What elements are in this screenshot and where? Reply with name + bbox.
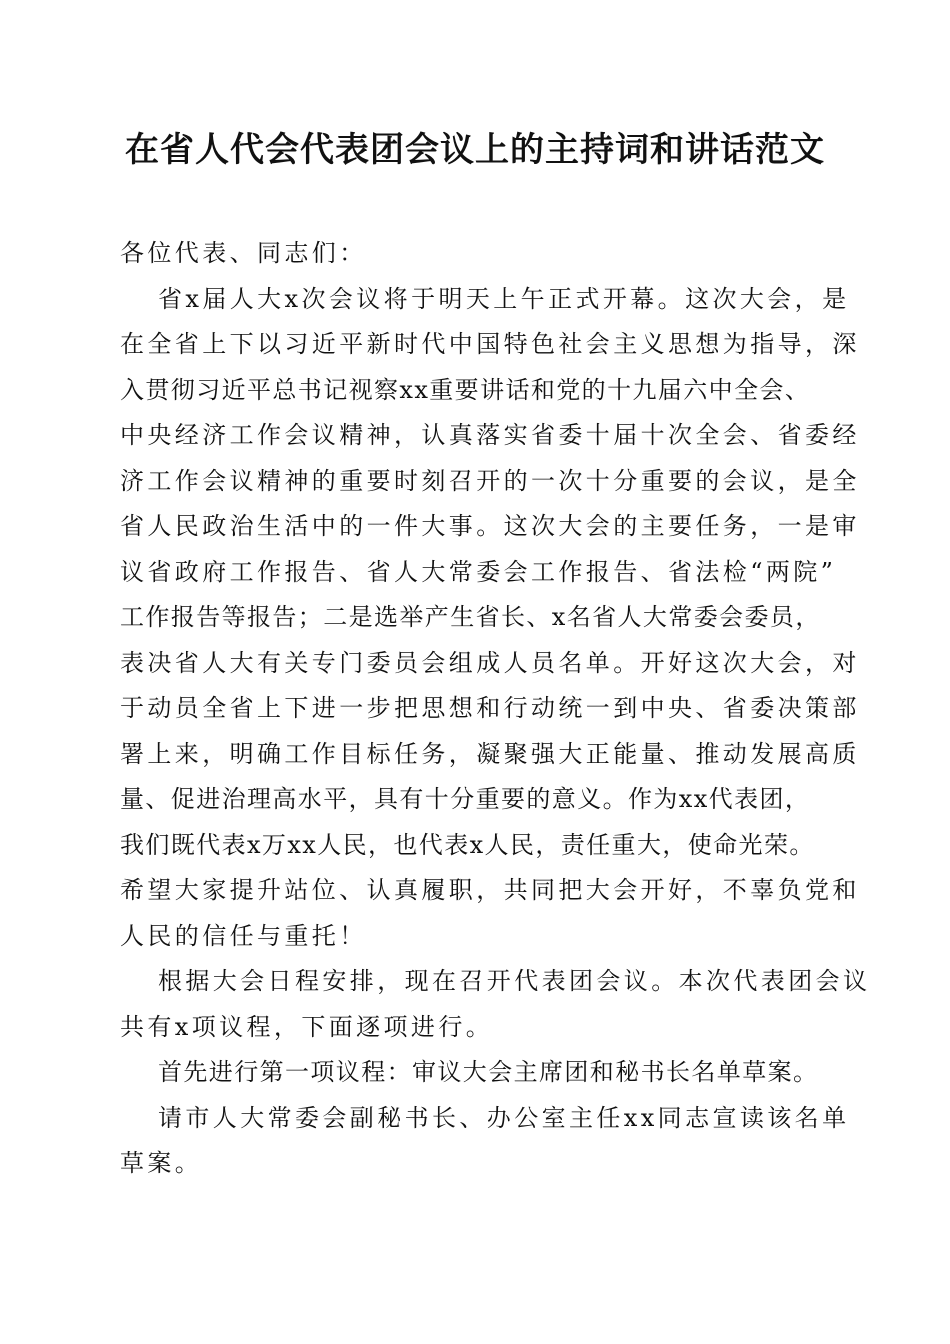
paragraph-line: 中央经济工作会议精神，认真落实省委十届十次全会、省委经 (120, 421, 860, 449)
document-title: 在省人代会代表团会议上的主持词和讲话范文 (125, 130, 825, 170)
paragraph-line: 人民的信任与重托！ (120, 921, 367, 950)
paragraph-line: 入贯彻习近平总书记视察xx重要讲话和党的十九届六中全会、 (120, 375, 811, 404)
paragraph-line: 表决省人大有关专门委员会组成人员名单。开好这次大会，对 (120, 648, 860, 677)
paragraph-line: 共有x项议程，下面逐项进行。 (120, 1012, 494, 1041)
paragraph-line: 省人民政治生活中的一件大事。这次大会的主要任务，一是审 (120, 512, 860, 540)
paragraph-first-item (120, 1050, 840, 1096)
paragraph-reading-request (120, 1096, 850, 1187)
paragraph-line: 在全省上下以习近平新时代中国特色社会主义思想为指导，深 (120, 330, 860, 358)
paragraph-line: 量、促进治理高水平，具有十分重要的意义。作为xx代表团， (120, 785, 811, 813)
paragraph-line: 省x届人大x次会议将于明天上午正式开幕。这次大会，是 (158, 284, 850, 313)
paragraph-line: 济工作会议精神的重要时刻召开的一次十分重要的会议，是全 (120, 466, 860, 495)
paragraph-line: 草案。 (120, 1149, 203, 1177)
paragraph-line: 首先进行第一项议程：审议大会主席团和秘书长名单草案。 (158, 1058, 819, 1086)
paragraph-line: 于动员全省上下进一步把思想和行动统一到中央、省委决策部 (120, 694, 860, 722)
paragraph-line: 我们既代表x万xx人民，也代表x人民，责任重大，使命光荣。 (120, 830, 815, 859)
document-body (120, 231, 871, 1187)
paragraph-line: 请市人大常委会副秘书长、办公室主任xx同志宣读该名单 (158, 1103, 850, 1132)
paragraph-meeting-agenda (120, 959, 871, 1050)
paragraph-line: 署上来，明确工作目标任务，凝聚强大正能量、推动发展高质 (120, 739, 860, 768)
paragraph-line: 根据大会日程安排，现在召开代表团会议。本次代表团会议 (158, 967, 871, 995)
salutation: 各位代表、同志们： (120, 239, 367, 267)
paragraph-line: 希望大家提升站位、认真履职，共同把大会开好，不辜负党和 (120, 876, 860, 904)
paragraph-line: 工作报告等报告；二是选举产生省长、x名省人大常委会委员， (120, 603, 821, 631)
paragraph-line: 议省政府工作报告、省人大常委会工作报告、省法检“两院” (120, 557, 837, 586)
paragraph-opening-remarks (120, 277, 860, 960)
